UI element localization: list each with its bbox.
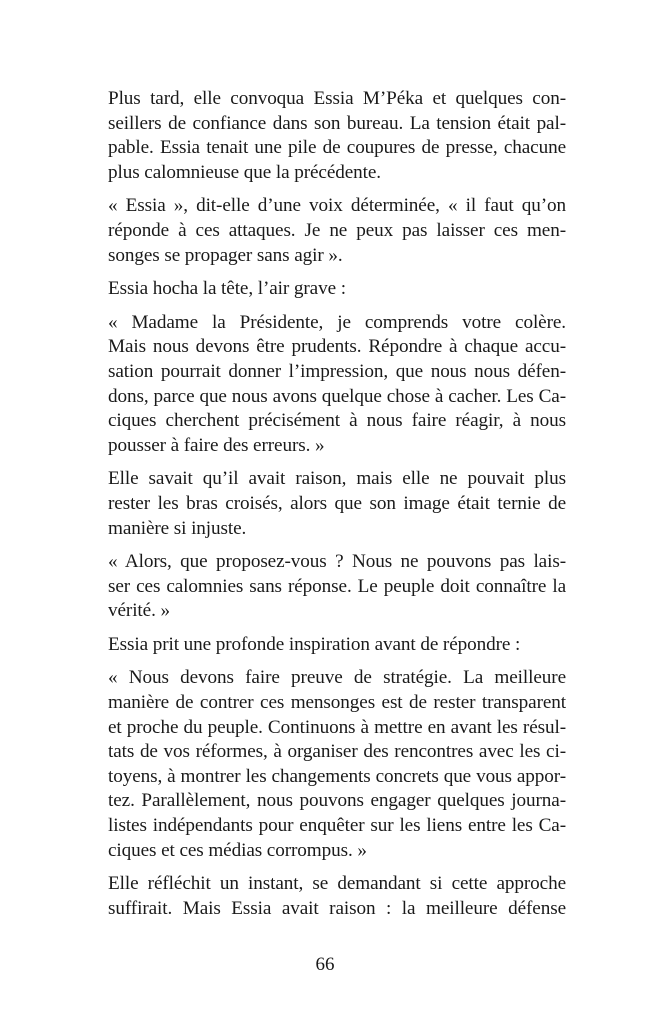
text-line: Elle réfléchit un instant, se demandant si cette approche [108,873,566,895]
text-line: rester les bras croisés, alors que son image était ternie de [108,492,566,514]
page-body [86,87,566,930]
text-line: Elle savait qu’il avait raison, mais elle ne pouvait plus [108,468,566,490]
text-line: « Madame la Présidente, je comprends votre colère. [108,311,566,333]
paragraph [86,666,566,863]
text-column [86,87,566,921]
text-line: et proche du peuple. Continuons à mettre en avant les résul- [108,716,566,738]
text-line: vérité. » [108,600,170,622]
text-line: tez. Parallèlement, nous pouvons engager quelques journa- [108,790,566,812]
text-line: listes indépendants pour enquêter sur les liens entre les Ca- [108,815,566,837]
text-line: songes se propager sans agir ». [108,244,343,266]
text-line: seillers de confiance dans son bureau. La tension était pal- [108,112,566,134]
text-line: « Essia », dit-elle d’une voix déterminée, « il faut qu’on [108,195,566,217]
page-number: 66 [315,954,335,975]
text-line: dons, parce que nous avons quelque chose à cacher. Les Ca- [108,385,566,407]
text-line: sation pourrait donner l’impression, que nous nous défen- [108,360,566,382]
text-line: tats de vos réformes, à organiser des rencontres avec les ci- [108,741,566,763]
paragraph [86,467,566,541]
text-line: pable. Essia tenait une pile de coupures de presse, chacune [108,137,566,159]
text-line: manière si injuste. [108,517,247,539]
text-line: plus calomnieuse que la précédente. [108,161,382,183]
paragraph [86,633,566,658]
text-line: « Alors, que proposez-vous ? Nous ne pouvons pas lais- [108,551,566,573]
paragraph [86,872,566,921]
text-line: manière de contrer ces mensonges est de rester transparent [108,692,566,714]
text-line: pousser à faire des erreurs. » [108,434,325,456]
text-line: réponde à ces attaques. Je ne peux pas laisser ces men- [108,219,566,241]
paragraph [86,311,566,459]
text-line: suffirait. Mais Essia avait raison : la meilleure défense [108,897,566,919]
text-line: Mais nous devons être prudents. Répondre à chaque accu- [108,336,566,358]
text-line: toyens, à montrer les changements concrets que vous appor- [108,765,566,787]
text-line: Essia hocha la tête, l’air grave : [108,278,346,300]
text-line: ser ces calomnies sans réponse. Le peuple doit connaître la [108,575,566,597]
text-line: « Nous devons faire preuve de stratégie. La meilleure [108,667,566,689]
text-line: ciques et ces médias corrompus. » [108,839,367,861]
paragraph [86,550,566,624]
paragraph [86,277,566,302]
text-line: ciques cherchent précisément à nous faire réagir, à nous [108,410,566,432]
text-line: Plus tard, elle convoqua Essia M’Péka et quelques con- [108,88,566,109]
paragraph [86,194,566,268]
text-line: Essia prit une profonde inspiration avant de répondre : [108,633,521,655]
paragraph [86,87,566,185]
